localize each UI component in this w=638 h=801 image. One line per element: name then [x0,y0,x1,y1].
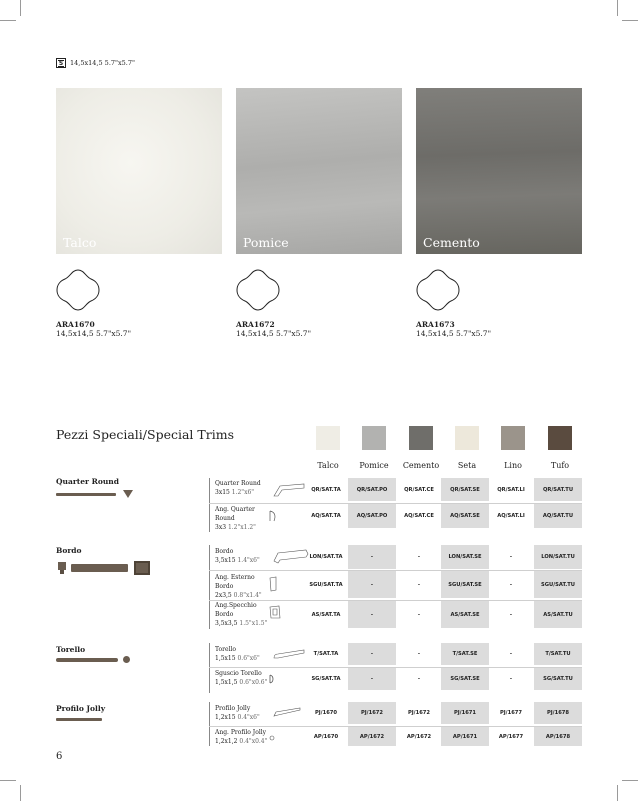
table-cell: LON/SAT.TA [309,554,343,560]
table-cell: AS/SAT.TU [534,601,582,628]
crop-mark [0,20,16,21]
product-code: ARA1673 [416,320,455,329]
crop-mark [622,780,638,781]
swatch-pomice [236,88,402,254]
table-cell: - [417,554,421,560]
jolly-corner-icon [269,735,275,741]
arabesque-shape-icon [55,268,101,312]
quarter-round-image [56,493,116,496]
trim-swatch-seta [455,426,479,450]
trim-swatch-pomice [362,426,386,450]
column-header-pomice: Pomice [359,461,389,470]
group-bracket [209,545,210,629]
row-label-torello: Torello 1,5x15 0.6"x6" [215,646,260,662]
table-cell: - [417,651,421,657]
table-cell: AS/SAT.TA [311,611,341,618]
category-quarter-round: Quarter Round [56,477,119,486]
table-cell: QR/SAT.CE [404,486,434,493]
page-number: 6 [56,751,63,762]
swatch-label: Pomice [243,235,289,250]
column-header-cemento: Cemento [402,461,440,470]
table-cell: PJ/1672 [407,710,431,716]
product-code-block [416,320,491,338]
table-cell: AQ/SAT.SE [441,504,489,528]
category-bordo: Bordo [56,546,82,555]
jolly-profile-icon [272,706,302,718]
table-cell: QR/SAT.TA [311,486,341,493]
table-cell: AP/1678 [534,727,582,746]
quarter-round-profile-icon [272,482,306,498]
table-cell: SGU/SAT.TA [309,581,343,588]
group-bracket [209,478,210,532]
table-cell: AS/SAT.SE [441,601,489,628]
product-size: 14,5x14,5 [416,329,454,338]
torello-profile-icon [272,647,306,661]
arabesque-shape-icon [235,268,281,312]
table-cell: SG/SAT.TA [311,676,341,682]
profilo-jolly-image [56,718,102,721]
bordo-image [71,564,128,572]
table-cell: AP/1672 [406,733,432,740]
table-cell: AP/1671 [441,727,489,746]
table-cell: - [348,545,396,569]
table-cell: PJ/1677 [499,710,523,716]
table-cell: T/SAT.TA [313,651,339,657]
product-size-inches: 5.7"x5.7" [456,329,492,338]
table-cell: - [417,611,421,618]
table-cell: QR/SAT.PO [348,478,396,501]
table-cell: T/SAT.SE [441,643,489,665]
table-cell: SG/SAT.TU [534,668,582,690]
table-cell: - [417,581,421,588]
row-label-ang-profilo-jolly: Ang. Profilo Jolly 1,2x1,2 0.4"x0.4" [215,729,268,745]
group-bracket [209,702,210,746]
column-header-tufo: Tufo [550,461,570,470]
row-label-quarter-round: Quarter Round 3x15 1.2"x6" [215,480,261,496]
bordo-corner-image [56,561,68,575]
table-cell: AQ/SAT.PO [348,504,396,528]
table-cell: PJ/1678 [534,702,582,724]
trim-swatch-cemento [409,426,433,450]
column-header-lino: Lino [504,461,522,470]
category-torello: Torello [56,645,86,654]
table-cell: AP/1672 [348,727,396,746]
section-title: Pezzi Speciali/Special Trims [56,427,234,442]
table-cell: - [348,643,396,665]
table-cell: - [348,668,396,690]
size-text: 14,5x14,5 5.7"x5.7" [70,59,135,67]
product-size-inches: 5.7"x5.7" [96,329,132,338]
product-code-block [236,320,311,338]
crop-mark [20,0,21,16]
table-cell: - [509,611,513,618]
bordo-mirror-corner-icon [268,604,282,620]
table-cell: AP/1677 [498,733,524,740]
product-size: 14,5x14,5 [56,329,94,338]
table-cell: LON/SAT.SE [441,545,489,569]
row-label-ang-quarter-round: Ang. Quarter Round 3x3 1.2"x1.2" [215,506,256,531]
table-cell: SGU/SAT.TU [534,571,582,598]
trim-swatch-tufo [548,426,572,450]
table-cell: - [348,571,396,598]
swatch-talco [56,88,222,254]
quarter-round-corner-image [122,489,134,499]
product-size-inches: 5.7"x5.7" [276,329,312,338]
category-profilo-jolly: Profilo Jolly [56,704,106,713]
row-label-profilo-jolly: Profilo Jolly 1,2x15 0.4"x6" [215,705,260,721]
row-label-bordo: Bordo 3,5x15 1.4"x6" [215,548,260,564]
table-cell: - [348,601,396,628]
swatch-label: Talco [63,235,97,250]
group-bracket [209,643,210,693]
crop-mark [617,785,618,801]
product-code: ARA1670 [56,320,95,329]
size-icon: S [56,58,66,68]
row-label-ang-specchio-bordo: Ang.Specchio Bordo 3,5x3,5 1.5"x1.5" [215,602,268,627]
row-label-sguscio-torello: Sguscio Torello 1,5x1,5 0.6"x0.6" [215,670,268,686]
table-cell: SG/SAT.SE [441,668,489,690]
table-cell: PJ/1671 [441,702,489,724]
crop-mark [617,0,618,16]
crop-mark [20,785,21,801]
bordo-external-corner-icon [268,576,278,592]
table-cell: AQ/SAT.TA [311,513,341,519]
table-cell: LON/SAT.TU [534,545,582,569]
table-cell: PJ/1670 [314,710,338,716]
swatch-cemento [416,88,582,254]
size-indicator [56,58,135,68]
table-cell: - [509,651,513,657]
table-cell: PJ/1672 [348,702,396,724]
table-cell: AQ/SAT.TU [534,504,582,528]
torello-corner-image [123,656,130,663]
column-header-seta: Seta [457,461,477,470]
crop-mark [622,20,638,21]
arabesque-shape-icon [415,268,461,312]
product-code-block [56,320,131,338]
table-cell: - [417,676,421,682]
swatch-label: Cemento [423,235,480,250]
bordo-mirror-image [134,561,150,575]
table-cell: AQ/SAT.LI [497,513,525,519]
quarter-round-corner-icon [268,510,278,522]
torello-corner-icon [268,674,276,684]
product-code: ARA1672 [236,320,275,329]
trim-swatch-talco [316,426,340,450]
table-cell: QR/SAT.TU [534,478,582,501]
table-cell: AQ/SAT.CE [404,513,434,519]
crop-mark [0,780,16,781]
column-header-talco: Talco [317,461,339,470]
table-cell: QR/SAT.LI [497,486,525,493]
table-cell: - [509,554,513,560]
table-cell: - [509,581,513,588]
trim-swatch-lino [501,426,525,450]
table-cell: QR/SAT.SE [441,478,489,501]
table-cell: T/SAT.TU [534,643,582,665]
torello-image [56,658,118,662]
product-size: 14,5x14,5 [236,329,274,338]
row-label-ang-esterno-bordo: Ang. Esterno Bordo 2x3,5 0.8"x1.4" [215,574,262,599]
table-cell: SGU/SAT.SE [441,571,489,598]
table-cell: - [509,676,513,682]
table-cell: AP/1670 [313,733,339,740]
